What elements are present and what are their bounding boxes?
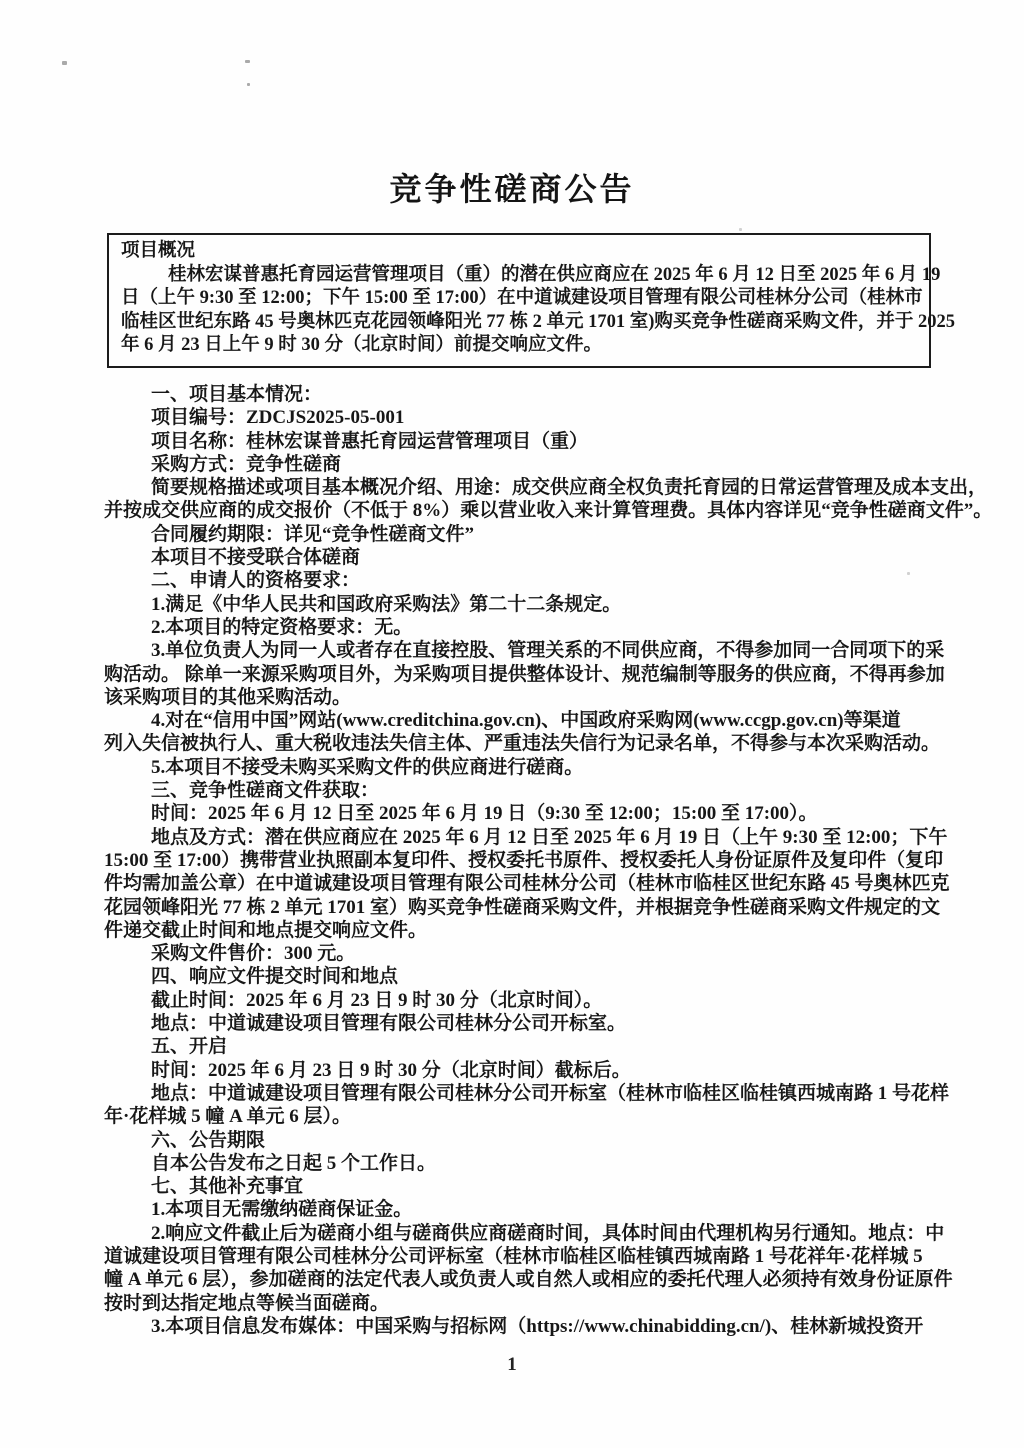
doc-line: 件递交截止时间和地点提交响应文件。	[104, 919, 428, 941]
doc-line: 项目名称：桂林宏谋普惠托育园运营管理项目（重）	[151, 430, 589, 452]
page-number: 1	[507, 1354, 517, 1375]
section-heading: 五、开启	[151, 1036, 228, 1058]
scan-speck	[245, 60, 250, 63]
overview-line: 日（上午 9:30 至 12:00；下午 15:00 至 17:00）在中道诚建设项目管理有限公司桂林分公司（桂林市	[121, 288, 923, 308]
section-heading: 三、竞争性磋商文件获取：	[151, 780, 380, 802]
scan-speck	[247, 83, 250, 86]
scan-speck	[739, 228, 742, 231]
overview-line: 桂林宏谋普惠托育园运营管理项目（重）的潜在供应商应在 2025 年 6 月 12 日至 2025 年 6 月 19	[168, 264, 941, 285]
section-heading: 七、其他补充事宜	[151, 1176, 304, 1198]
doc-line: 列入失信被执行人、重大税收违法失信主体、严重违法失信行为记录名单，不得参与本次采购活动。	[104, 733, 941, 755]
doc-line: 5.本项目不接受未购买采购文件的供应商进行磋商。	[151, 756, 584, 778]
section-heading: 四、响应文件提交时间和地点	[151, 966, 399, 988]
doc-line: 地点及方式：潜在供应商应在 2025 年 6 月 12 日至 2025 年 6 月 19 日（上午 9:30 至 12:00；下午	[151, 826, 948, 848]
overview-line: 临桂区世纪东路 45 号奥林匹克花园领峰阳光 77 栋 2 单元 1701 室)购买竞争性磋商采购文件，并于 2025	[121, 311, 956, 332]
scan-speck	[62, 61, 67, 65]
section-heading: 一、项目基本情况：	[151, 384, 323, 405]
doc-line: 合同履约期限：详见“竞争性磋商文件”	[151, 523, 475, 545]
doc-line: 采购方式：竞争性磋商	[151, 453, 342, 475]
doc-line: 时间：2025 年 6 月 12 日至 2025 年 6 月 19 日（9:30 至 12:00；15:00 至 17:00）。	[151, 803, 818, 825]
doc-line: 1.本项目无需缴纳磋商保证金。	[151, 1199, 413, 1221]
overview-heading: 项目概况	[121, 241, 196, 261]
doc-line: 3.单位负责人为同一人或者存在直接控股、管理关系的不同供应商，不得参加同一合同项下的采	[151, 640, 945, 662]
page-title: 竞争性磋商公告	[389, 171, 635, 207]
doc-line: 4.对在“信用中国”网站(www.creditchina.gov.cn)、中国政府采购网(www.ccgp.gov.cn)等渠道	[151, 710, 901, 732]
overview-line: 年 6 月 23 日上午 9 时 30 分（北京时间）前提交响应文件。	[121, 335, 603, 355]
project-overview-box	[107, 233, 956, 368]
section-heading: 二、申请人的资格要求：	[151, 570, 361, 592]
doc-line: 截止时间：2025 年 6 月 23 日 9 时 30 分（北京时间）。	[151, 989, 603, 1011]
doc-line: 该采购项目的其他采购活动。	[104, 686, 352, 708]
doc-line: 并按成交供应商的成交报价（不低于 8%）乘以营业收入来计算管理费。具体内容详见“竞争性磋商文件”。	[104, 500, 993, 522]
section-heading: 六、公告期限	[151, 1129, 266, 1151]
doc-line: 3.本项目信息发布媒体：中国采购与招标网（https://www.chinabidding.cn/)、桂林新城投资开	[151, 1315, 924, 1337]
doc-line: 2.本项目的特定资格要求：无。	[151, 616, 413, 638]
doc-line: 项目编号：ZDCJS2025-05-001	[151, 407, 405, 429]
doc-line: 年·花样城 5 幢 A 单元 6 层）。	[104, 1106, 352, 1128]
doc-line: 采购文件售价：300 元。	[151, 943, 356, 965]
doc-line: 花园领峰阳光 77 栋 2 单元 1701 室）购买竞争性磋商采购文件，并根据竞争性磋商采购文件规定的文	[104, 896, 941, 918]
doc-line: 购活动。 除单一来源采购项目外，为采购项目提供整体设计、规范编制等服务的供应商，不得再参加	[104, 663, 945, 685]
doc-line: 1.满足《中华人民共和国政府采购法》第二十二条规定。	[151, 593, 622, 615]
doc-line: 道诚建设项目管理有限公司桂林分公司评标室（桂林市临桂区临桂镇西城南路 1 号花祥年·花样城 5	[104, 1245, 923, 1267]
doc-line: 2.响应文件截止后为磋商小组与磋商供应商磋商时间，具体时间由代理机构另行通知。地点：中	[151, 1222, 945, 1244]
doc-line: 自本公告发布之日起 5 个工作日。	[151, 1152, 437, 1174]
doc-line: 幢 A 单元 6 层），参加磋商的法定代表人或负责人或自然人或相应的委托代理人必须持有效身份证原件	[104, 1269, 953, 1291]
doc-line: 时间：2025 年 6 月 23 日 9 时 30 分（北京时间）截标后。	[151, 1059, 631, 1081]
doc-line: 15:00 至 17:00）携带营业执照副本复印件、授权委托书原件、授权委托人身份证原件及复印件（复印	[104, 849, 944, 871]
document-body	[104, 383, 993, 1338]
doc-line: 本项目不接受联合体磋商	[151, 547, 361, 569]
doc-line: 件均需加盖公章）在中道诚建设项目管理有限公司桂林分公司（桂林市临桂区世纪东路 45 号奥林匹克	[104, 873, 950, 895]
doc-line: 简要规格描述或项目基本概况介绍、用途：成交供应商全权负责托育园的日常运营管理及成本支出，	[151, 477, 988, 499]
doc-line: 按时到达指定地点等候当面磋商。	[104, 1292, 390, 1314]
doc-line: 地点：中道诚建设项目管理有限公司桂林分公司开标室（桂林市临桂区临桂镇西城南路 1 号花样	[151, 1082, 950, 1104]
doc-line: 地点：中道诚建设项目管理有限公司桂林分公司开标室。	[151, 1013, 627, 1035]
